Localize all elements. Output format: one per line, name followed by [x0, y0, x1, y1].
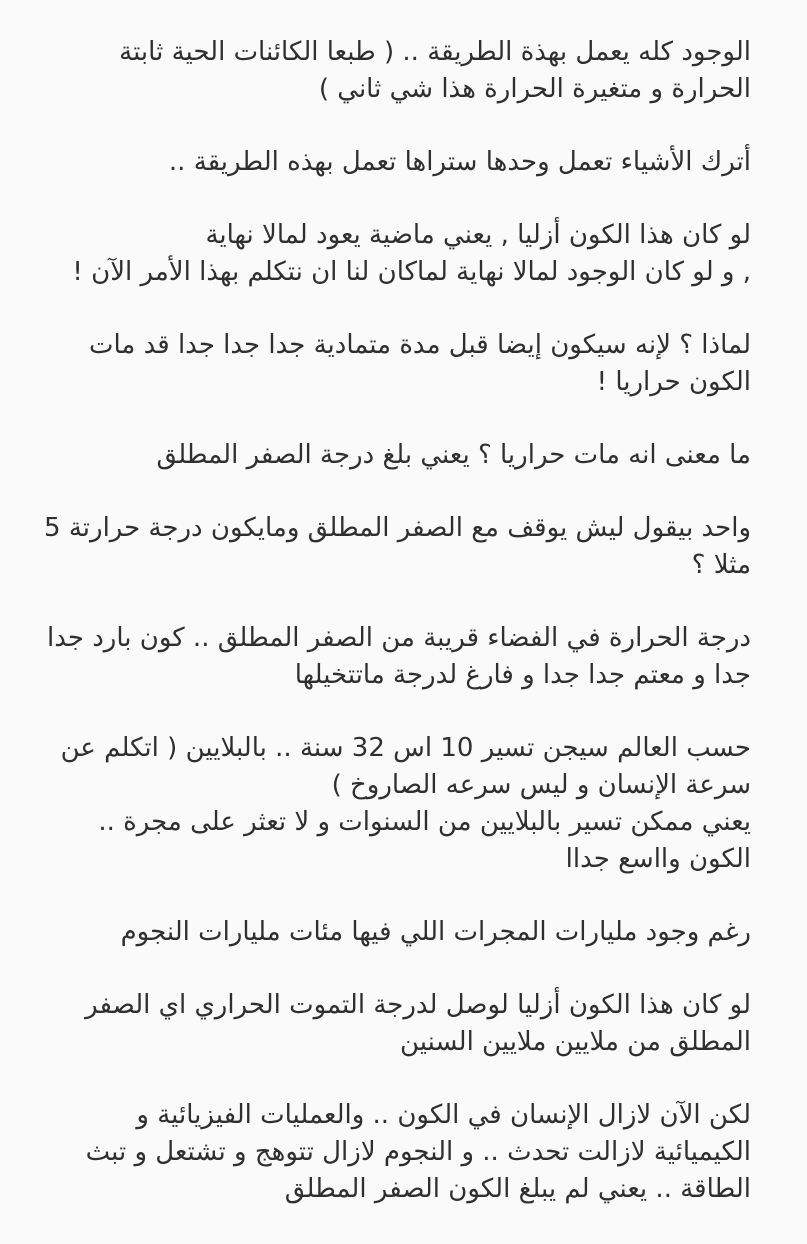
text-line: أترك الأشياء تعمل وحدها ستراها تعمل بهذه الطريقة .. — [168, 147, 751, 177]
text-line: الوجود كله يعمل بهذة الطريقة .. ( طبعا الكائنات الحية ثابتة — [119, 37, 751, 67]
text-line: لماذا ؟ لإنه سيكون إيضا قبل مدة متمادية جدا جدا جدا قد مات — [89, 330, 751, 360]
paragraph-1 — [30, 34, 751, 108]
text-line: الحرارة و متغيرة الحرارة هذا شي ثاني ) — [318, 74, 751, 104]
paragraph-9 — [30, 914, 751, 951]
text-line: جدا و معتم جدا جدا و فارغ لدرجة ماتتخيلها — [294, 660, 751, 690]
paragraph-2 — [30, 144, 751, 181]
text-line: رغم وجود مليارات المجرات اللي فيها مئات مليارات النجوم — [120, 917, 751, 947]
text-line: الكون وااسع جداا — [565, 844, 751, 874]
text-line: ما معنى انه مات حراريا ؟ يعني بلغ درجة الصفر المطلق — [156, 440, 751, 470]
text-line: لو كان هذا الكون أزليا لوصل لدرجة التموت الحراري اي الصفر — [85, 990, 751, 1020]
text-line: حسب العالم سيجن تسير 10 اس 32 سنة .. بالبلايين ( اتكلم عن — [60, 733, 751, 763]
text-line: الكون حراريا ! — [596, 367, 751, 397]
text-line: درجة الحرارة في الفضاء قريبة من الصفر المطلق .. كون بارد جدا — [47, 623, 751, 653]
paragraph-8 — [30, 730, 751, 878]
text-line: المطلق من ملايين ملايين السنين — [399, 1027, 751, 1057]
paragraph-11 — [30, 1097, 751, 1208]
text-line: , و لو كان الوجود لمالا نهاية لماكان لنا ان نتكلم بهذا الأمر الآن ! — [72, 257, 751, 287]
text-line: الكيميائية لازالت تحدث .. و النجوم لازال تتوهج و تشتعل و تبث — [85, 1137, 751, 1167]
text-line: واحد بيقول ليش يوقف مع الصفر المطلق ومايكون درجة حرارتة 5 — [44, 513, 751, 543]
text-line: يعني ممكن تسير بالبلايين من السنوات و لا تعثر على مجرة .. — [98, 807, 751, 837]
paragraph-4 — [30, 327, 751, 401]
text-line: لكن الآن لازال الإنسان في الكون .. والعمليات الفيزيائية و — [136, 1100, 751, 1130]
paragraph-5 — [30, 437, 751, 474]
text-line: سرعة الإنسان و ليس سرعه الصاروخ ) — [331, 770, 751, 800]
text-line: الطاقة .. يعني لم يبلغ الكون الصفر المطلق — [284, 1174, 751, 1204]
paragraph-6 — [30, 510, 751, 584]
paragraph-7 — [30, 620, 751, 694]
paragraph-3 — [30, 217, 751, 291]
text-line: لو كان هذا الكون أزليا , يعني ماضية يعود لمالا نهاية — [205, 220, 751, 250]
text-line: مثلا ؟ — [691, 550, 751, 580]
note-text-body — [30, 34, 751, 1244]
paragraph-10 — [30, 987, 751, 1061]
